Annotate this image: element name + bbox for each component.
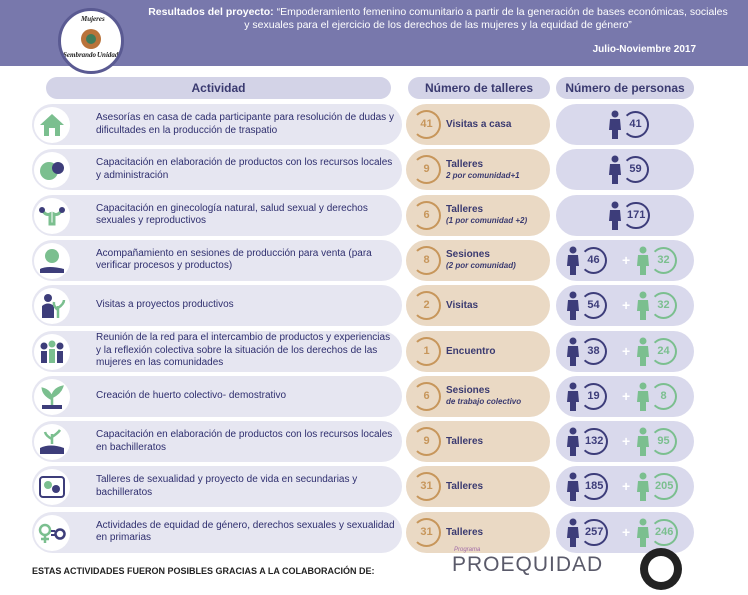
woman-icon	[608, 110, 622, 140]
activity-cell	[32, 149, 402, 190]
man-icon	[636, 518, 650, 548]
talleres-cell	[406, 195, 550, 236]
woman-icon	[566, 472, 580, 502]
activity-cell	[32, 104, 402, 145]
talleres-label: Sesiones	[446, 385, 490, 397]
man-icon	[636, 246, 650, 276]
man-icon	[636, 291, 650, 321]
man-icon	[636, 427, 650, 457]
logo-emblem-icon	[76, 27, 106, 51]
talleres-label: Talleres	[446, 204, 484, 216]
women-count: 171	[622, 202, 650, 229]
activity-text: Visitas a proyectos productivos	[96, 299, 234, 311]
men-count: 32	[650, 292, 677, 319]
activity-cell	[32, 466, 402, 507]
plus-sign: +	[622, 387, 631, 404]
hand-plant-icon	[34, 424, 70, 460]
talleres-label: Talleres	[446, 481, 484, 493]
personas-cell	[556, 285, 694, 326]
plus-sign: +	[622, 523, 631, 540]
personas-cell	[556, 240, 694, 281]
activity-text: Capacitación en elaboración de productos con los recursos locales en bachilleratos	[96, 429, 393, 453]
woman-icon	[566, 518, 580, 548]
plus-sign: +	[622, 297, 631, 314]
men-count: 95	[650, 428, 677, 455]
men-count: 24	[650, 338, 677, 365]
activity-text: Capacitación en ginecología natural, salud sexual y derechos sexuales y reproductivos	[96, 202, 368, 227]
talleres-label-group	[446, 104, 511, 145]
proequidad-logo: PROEQUIDAD	[452, 553, 604, 576]
talleres-label: Sesiones	[446, 249, 490, 261]
talleres-count: 9	[412, 427, 441, 456]
activity-text: Creación de huerto colectivo- demostrativo	[96, 390, 287, 402]
talleres-count: 41	[412, 110, 441, 139]
talleres-sublabel: de trabajo colectivo	[446, 397, 522, 407]
sprout-icon	[34, 379, 70, 415]
programa-label: Programa	[454, 547, 481, 553]
woman-icon	[566, 382, 580, 412]
talleres-count: 6	[412, 201, 441, 230]
talleres-sublabel: 2 por comunidad+1	[446, 170, 520, 180]
talleres-cell	[406, 240, 550, 281]
talleres-cell	[406, 104, 550, 145]
activity-text: Capacitación en elaboración de productos con los recursos locales y administración	[96, 157, 393, 181]
gender-exchange-icon	[34, 469, 70, 505]
talleres-label: Encuentro	[446, 345, 496, 357]
activity-cell	[32, 512, 402, 553]
food-icon	[34, 152, 70, 188]
personas-cell	[556, 149, 694, 190]
activity-cell	[32, 285, 402, 326]
activity-text: Acompañamiento en sesiones de producción para venta (para verificar procesos y productos)	[96, 247, 372, 272]
gender-equal-icon	[34, 515, 70, 551]
talleres-cell	[406, 376, 550, 417]
women-count: 38	[580, 338, 607, 365]
men-count: 205	[650, 473, 678, 500]
talleres-label-group	[446, 240, 516, 281]
talleres-label-group	[446, 195, 527, 236]
talleres-count: 8	[412, 246, 441, 275]
activity-cell	[32, 421, 402, 462]
woman-icon	[566, 337, 580, 367]
talleres-label-group	[446, 149, 520, 190]
project-title	[148, 6, 728, 32]
title-rest: “Empoderamiento femenino comunitario a partir de la generación de bases económicas, sociales y sexuales para el ejercicio de los derechos de las mujeres y la equidad de género”	[244, 6, 728, 31]
women-count: 41	[622, 111, 649, 138]
talleres-count: 31	[412, 518, 441, 547]
organization-logo	[58, 8, 124, 74]
personas-cell	[556, 376, 694, 417]
personas-cell	[556, 331, 694, 372]
women-count: 54	[580, 292, 607, 319]
activity-text: Reunión de la red para el intercambio de productos y experiencias y la reflexión colectiva sobre la situación de los derechos de las mujeres en las comunidades	[96, 332, 391, 369]
person-plant-icon	[34, 288, 70, 324]
women-count: 19	[580, 383, 607, 410]
women-count: 185	[580, 473, 608, 500]
women-count: 132	[580, 428, 608, 455]
activity-text: Asesorías en casa de cada participante para resolución de dudas y dificultades en la producción de traspatio	[96, 112, 394, 136]
footer-text: ESTAS ACTIVIDADES FUERON POSIBLES GRACIAS A LA COLABORACIÓN DE:	[32, 566, 375, 576]
column-header-personas: Número de personas	[556, 77, 694, 99]
personas-cell	[556, 195, 694, 236]
personas-cell	[556, 466, 694, 507]
talleres-label-group	[446, 466, 483, 507]
talleres-label-group	[446, 421, 483, 462]
logo-text-right: Unidad	[97, 51, 119, 59]
house-icon	[34, 107, 70, 143]
collaborator-seal	[640, 548, 682, 590]
men-count: 32	[650, 247, 677, 274]
women-count: 46	[580, 247, 607, 274]
talleres-sublabel: (1 por comunidad +2)	[446, 216, 528, 226]
talleres-count: 9	[412, 155, 441, 184]
talleres-label: Talleres	[446, 158, 484, 170]
talleres-count: 31	[412, 472, 441, 501]
talleres-cell	[406, 421, 550, 462]
plus-sign: +	[622, 478, 631, 495]
talleres-count: 1	[412, 337, 441, 366]
talleres-label-group	[446, 331, 495, 372]
women-count: 257	[580, 519, 608, 546]
woman-icon	[566, 427, 580, 457]
talleres-cell	[406, 285, 550, 326]
talleres-count: 2	[412, 291, 441, 320]
title-bold: Resultados del proyecto:	[148, 6, 274, 18]
logo-text-top: Mujeres	[81, 15, 105, 23]
woman-icon	[608, 155, 622, 185]
activity-cell	[32, 376, 402, 417]
activity-cell	[32, 195, 402, 236]
man-icon	[636, 472, 650, 502]
talleres-sublabel: (2 por comunidad)	[446, 261, 516, 271]
women-count: 59	[622, 156, 649, 183]
personas-cell	[556, 512, 694, 553]
woman-icon	[608, 201, 622, 231]
column-header-actividad: Actividad	[46, 77, 391, 99]
talleres-label-group	[446, 285, 478, 326]
period: Julio-Noviembre 2017	[592, 44, 696, 55]
talleres-label: Talleres	[446, 436, 484, 448]
talleres-cell	[406, 466, 550, 507]
logo-text-left: Sembrando	[63, 51, 97, 59]
woman-icon	[566, 291, 580, 321]
plus-sign: +	[622, 251, 631, 268]
man-icon	[636, 382, 650, 412]
talleres-cell	[406, 149, 550, 190]
talleres-cell	[406, 331, 550, 372]
uterus-icon	[34, 198, 70, 234]
talleres-count: 6	[412, 382, 441, 411]
group-icon	[34, 334, 70, 370]
men-count: 8	[650, 383, 677, 410]
activity-text: Talleres de sexualidad y proyecto de vida en secundarias y bachilleratos	[96, 474, 358, 498]
activity-cell	[32, 331, 402, 372]
personas-cell	[556, 104, 694, 145]
talleres-label: Talleres	[446, 526, 484, 538]
plus-sign: +	[622, 342, 631, 359]
talleres-label: Visitas	[446, 300, 479, 312]
talleres-label: Visitas a casa	[446, 119, 512, 130]
plus-sign: +	[622, 433, 631, 450]
activity-cell	[32, 240, 402, 281]
column-header-talleres: Número de talleres	[408, 77, 550, 99]
woman-icon	[566, 246, 580, 276]
talleres-label-group	[446, 376, 521, 417]
money-hand-icon	[34, 243, 70, 279]
activity-text: Actividades de equidad de género, derechos sexuales y sexualidad en primarias	[96, 519, 395, 544]
personas-cell	[556, 421, 694, 462]
men-count: 246	[650, 519, 678, 546]
man-icon	[636, 337, 650, 367]
